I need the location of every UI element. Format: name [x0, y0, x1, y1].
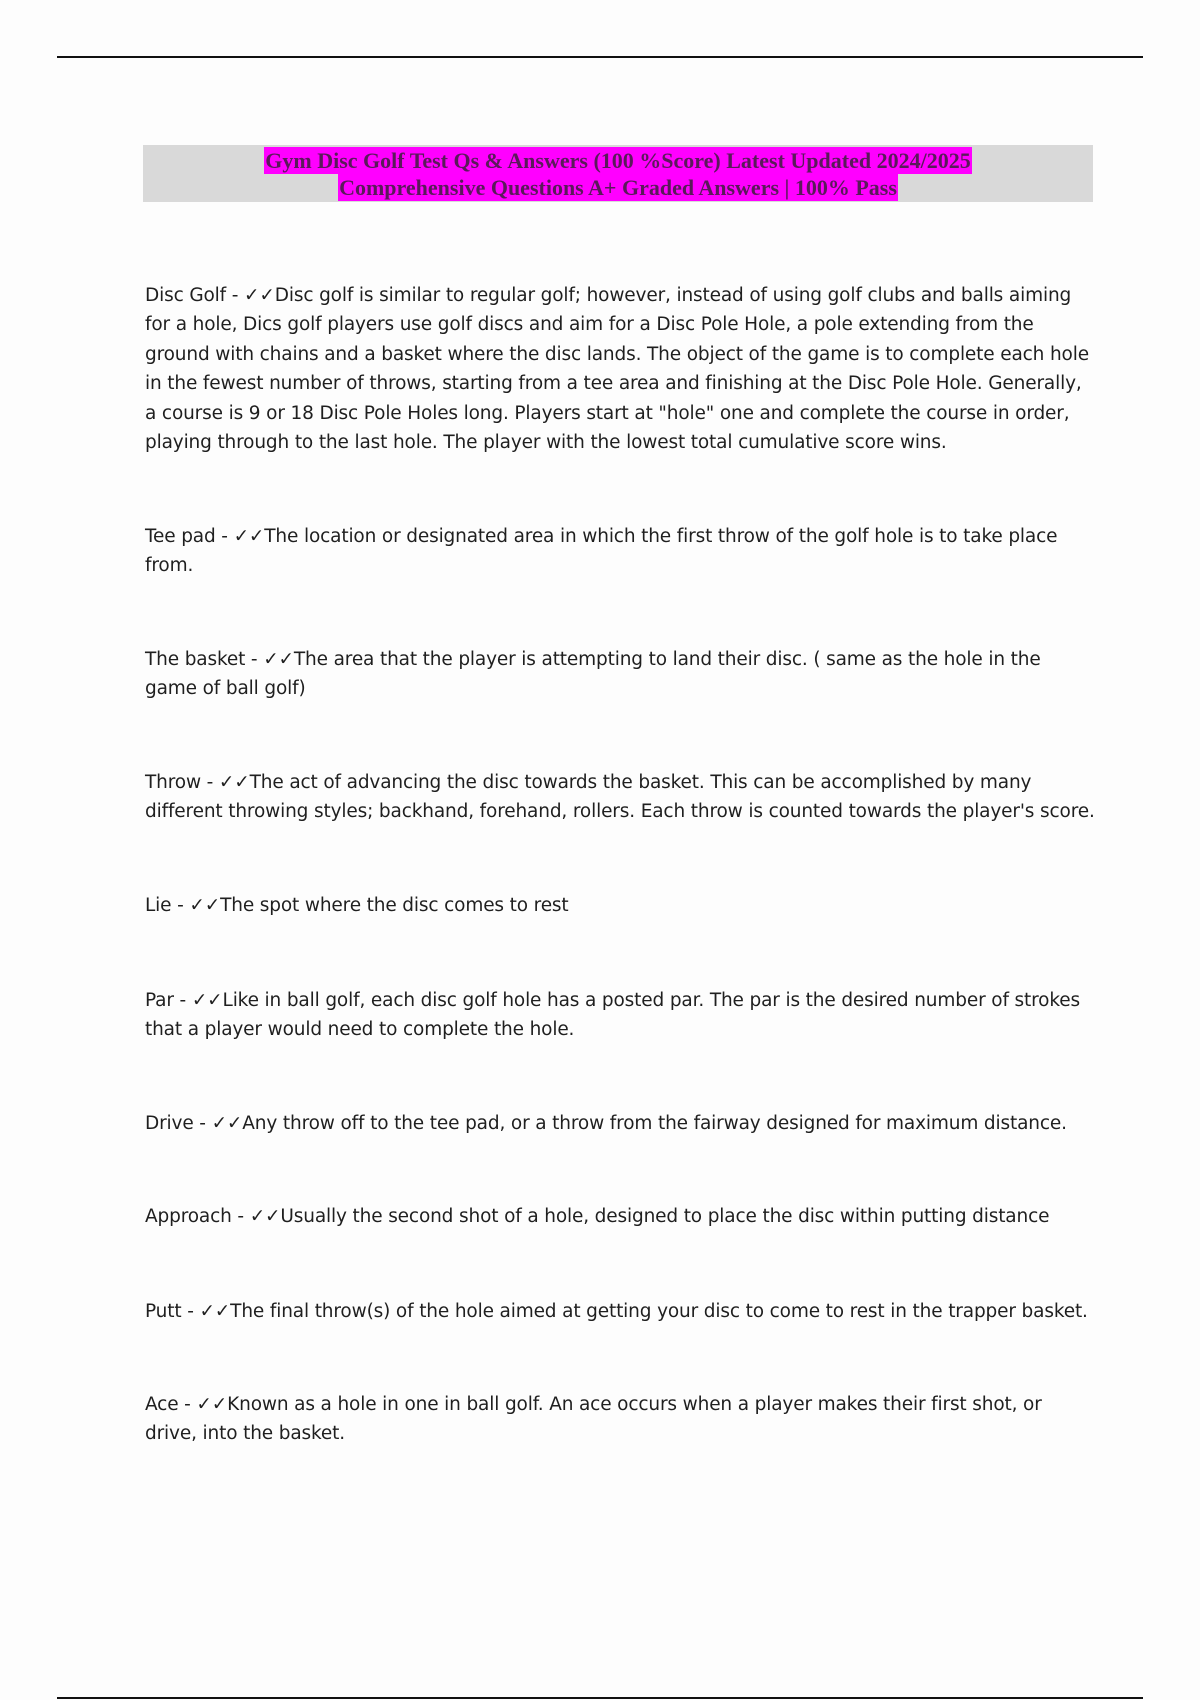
qa-entry-the-basket	[145, 645, 1095, 704]
qa-entry-par	[145, 986, 1095, 1045]
entry-definition: The location or designated area in which the first throw of the golf hole is to take place from.	[145, 525, 1058, 576]
entry-definition: Usually the second shot of a hole, designed to place the disc within putting distance	[280, 1205, 1050, 1227]
entry-term: Throw	[145, 771, 201, 793]
entry-term: Putt	[145, 1300, 182, 1322]
entry-term: Drive	[145, 1112, 194, 1134]
qa-entry-approach	[145, 1202, 1095, 1232]
entry-check-icon: - ✓✓	[226, 284, 275, 306]
entry-check-icon: - ✓✓	[215, 525, 265, 547]
bottom-rule	[57, 1697, 1143, 1699]
entry-check-icon: - ✓✓	[178, 1393, 228, 1415]
entry-definition: Like in ball golf, each disc golf hole has a posted par. The par is the desired number of strokes that a player would need to complete the hole.	[145, 989, 1080, 1040]
entry-check-icon: - ✓✓	[193, 1112, 243, 1134]
qa-entry-tee-pad	[145, 522, 1095, 581]
entry-term: Ace	[145, 1393, 179, 1415]
qa-entry-disc-golf	[145, 281, 1095, 458]
document-title-line-2: Comprehensive Questions A+ Graded Answers | 100% Pass	[339, 174, 897, 200]
entry-definition: The final throw(s) of the hole aimed at getting your disc to come to rest in the trapper basket.	[230, 1300, 1088, 1322]
entry-definition: Disc golf is similar to regular golf; however, instead of using golf clubs and balls aiming for a hole, Dics golf players use golf discs and aim for a Disc Pole Hole, a pole extending from the ground with chains and a basket where the disc lands. The object of the game is to complete each hole in the fewest number of throws, starting from a tee area and finishing at the Disc Pole Hole. Generally, a course is 9 or 18 Disc Pole Holes long. Players start at "hole" one and complete the course in order, playing through to the last hole. The player with the lowest total cumulative score wins.	[145, 284, 1089, 453]
qa-entry-drive	[145, 1109, 1095, 1139]
document-title-line-1: Gym Disc Golf Test Qs & Answers (100 %Score) Latest Updated 2024/2025	[265, 147, 971, 173]
entry-definition: The act of advancing the disc towards the basket. This can be accomplished by many different throwing styles; backhand, forehand, rollers. Each throw is counted towards the player's score.	[145, 771, 1095, 822]
entry-definition: Any throw off to the tee pad, or a throw from the fairway designed for maximum distance.	[242, 1112, 1067, 1134]
entry-check-icon: - ✓✓	[245, 648, 294, 670]
entry-term: The basket	[145, 648, 246, 670]
qa-entry-lie	[145, 891, 1095, 921]
entry-check-icon: - ✓✓	[231, 1205, 281, 1227]
entry-check-icon: - ✓✓	[171, 894, 221, 916]
entry-term: Par	[145, 989, 174, 1011]
qa-entry-throw	[145, 768, 1095, 827]
entry-check-icon: - ✓✓	[173, 989, 223, 1011]
entry-term: Approach	[145, 1205, 232, 1227]
entry-term: Tee pad	[145, 525, 216, 547]
entry-term: Disc Golf	[145, 284, 227, 306]
entry-definition: Known as a hole in one in ball golf. An ace occurs when a player makes their first shot, or drive, into the basket.	[145, 1393, 1042, 1444]
entry-definition: The area that the player is attempting to land their disc. ( same as the hole in the game of ball golf)	[145, 648, 1041, 699]
document-title-banner	[143, 145, 1093, 202]
qa-entry-putt	[145, 1297, 1095, 1327]
entry-term: Lie	[145, 894, 172, 916]
top-rule	[57, 56, 1143, 58]
qa-entry-ace	[145, 1390, 1095, 1449]
entry-check-icon: - ✓✓	[181, 1300, 231, 1322]
entry-check-icon: - ✓✓	[200, 771, 250, 793]
entry-definition: The spot where the disc comes to rest	[220, 894, 569, 916]
